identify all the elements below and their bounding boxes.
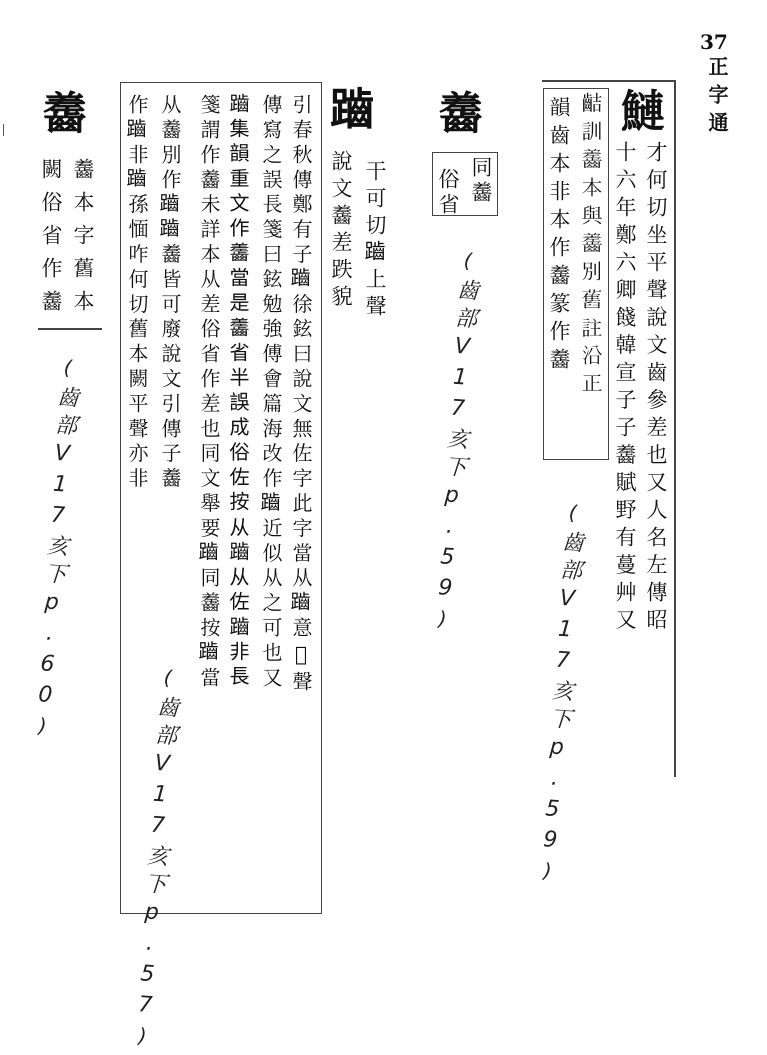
note-radical: 齒部	[450, 277, 480, 336]
note-volume: V17	[44, 440, 76, 535]
entry4-handwritten-note	[26, 354, 84, 744]
note-paren-open: (	[154, 664, 181, 697]
entry1-col-4: 韻齒本非本作齹篆作齹	[547, 96, 571, 376]
note-paren-open: (	[54, 354, 81, 387]
entry1-col-3: 𪗾訓齹本與齹別舊註沿正	[579, 92, 603, 400]
note-paren-open: (	[559, 499, 586, 532]
entry3-col-5: 𪘏集韻重文作齹當是齹省半誤成俗佐按从𪘏从佐𪘏非長	[228, 94, 252, 692]
entry2-headword: 齹	[431, 90, 482, 134]
entry1-frame-side	[674, 80, 676, 777]
entry1-col-1: 才何切坐平聲說文齒參差也又人名左傳昭	[644, 141, 668, 636]
entry1-col-2: 十六年鄭六卿餞韓宣子子齹賦野有蔓艸又	[613, 141, 637, 636]
entry3-col-7: 从齹別作𪘏𪘏齹皆可廢說文引傳子齹	[158, 94, 182, 493]
entry4-frame-bottom	[38, 328, 102, 330]
note-page: p.59	[536, 734, 571, 860]
entry4-headword: 齹	[35, 90, 86, 134]
note-radical: 齒部	[50, 384, 80, 443]
note-section: 亥下	[545, 678, 575, 736]
note-page: p.57	[131, 899, 166, 1025]
page-number: 37	[700, 30, 728, 54]
entry3-col-2: 說文齹差跌貌	[329, 150, 353, 312]
entry3-col-1: 干可切𪘏上聲	[363, 160, 387, 322]
note-section: 亥下	[440, 426, 470, 484]
entry3-col-3: 引春秋傳鄭有子𪘏徐鉉曰說文無佐字此字當从𪘏意𫁴聲	[289, 94, 313, 696]
note-page: p.59	[431, 482, 466, 608]
entry3-col-4: 傳寫之誤長箋曰鉉勉強傅會篇海改作𪘏近似从之可也又	[259, 94, 283, 692]
note-section: 亥下	[140, 843, 170, 901]
note-radical: 齒部	[555, 529, 585, 588]
entry3-col-6: 箋謂作齹未詳本从差俗省作差也同文舉要𪘏同齹按𪘏當	[197, 94, 221, 692]
note-paren-close: )	[29, 712, 56, 745]
entry2-handwritten-note	[426, 247, 484, 637]
entry1-handwritten-note	[531, 499, 589, 889]
entry2-col-1: 同齹	[469, 156, 493, 206]
entry2-col-2: 俗省	[436, 168, 460, 218]
note-page: p.60	[31, 589, 66, 715]
entry3-col-8: 作𪘏非𪘏孫愐咋何切舊本闕平聲亦非	[125, 94, 149, 493]
note-paren-close: )	[129, 1022, 156, 1055]
note-volume: V17	[549, 585, 581, 680]
note-paren-close: )	[534, 857, 561, 890]
margin-mark	[3, 124, 4, 136]
note-volume: V17	[444, 333, 476, 428]
entry4-col-1: 齹本字舊本	[71, 158, 95, 323]
book-title: 正字通	[705, 56, 729, 140]
entry1-headword: 鰱	[613, 88, 664, 132]
note-paren-open: (	[454, 247, 481, 280]
note-radical: 齒部	[150, 694, 180, 753]
note-section: 亥下	[40, 533, 70, 591]
entry1-frame-line	[542, 80, 676, 82]
entry3-headword: 𪘏	[325, 88, 376, 132]
note-volume: V17	[144, 750, 176, 845]
note-paren-close: )	[429, 605, 456, 638]
entry4-col-2: 闕俗省作齹	[39, 158, 63, 323]
